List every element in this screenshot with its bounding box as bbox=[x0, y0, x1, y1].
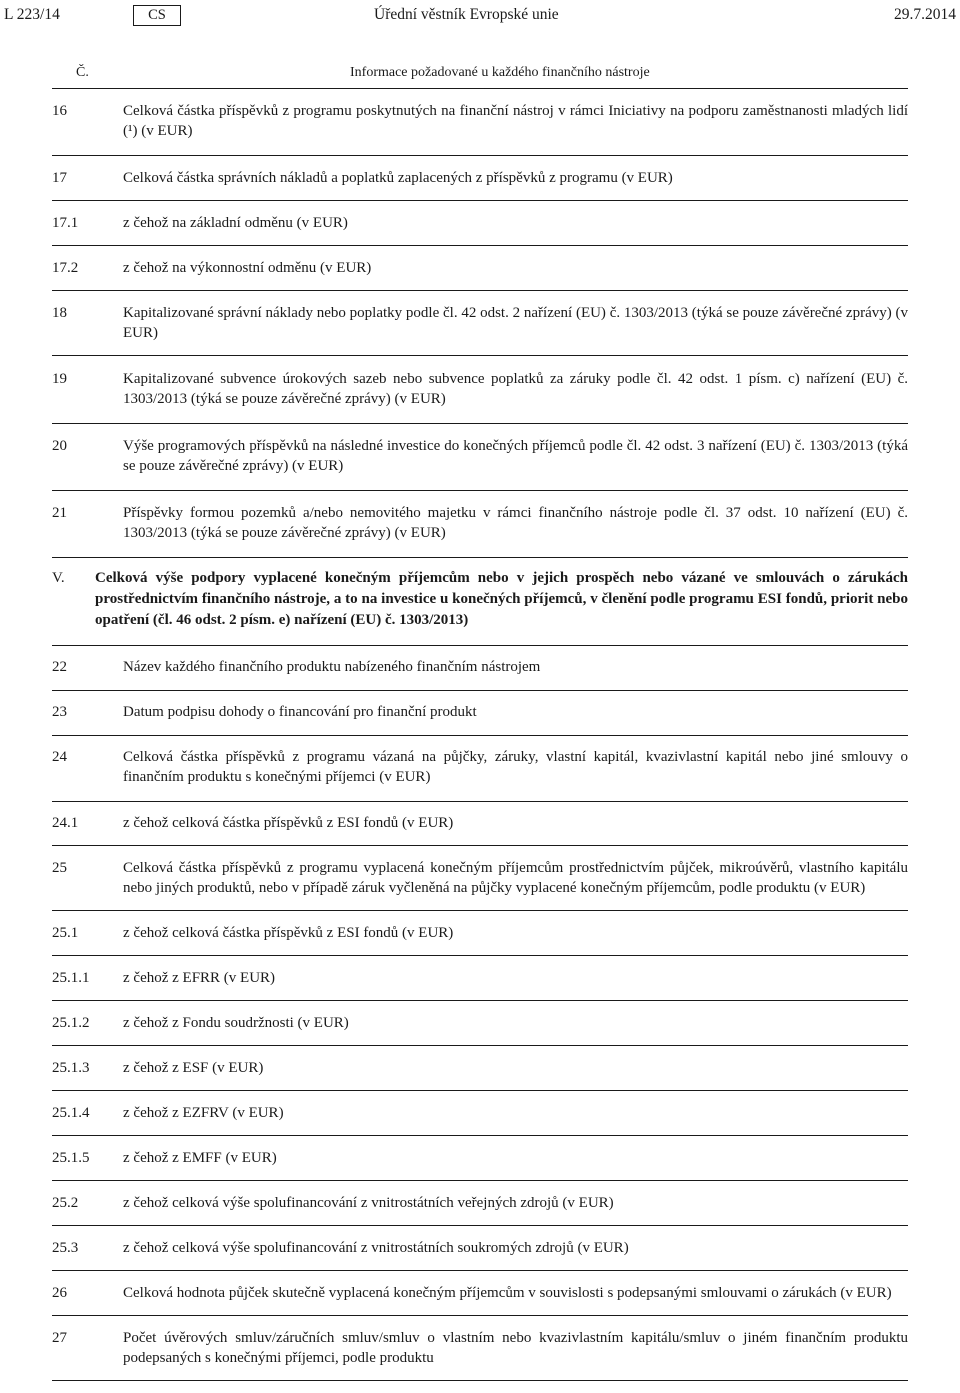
row-number: 25.1.5 bbox=[52, 1150, 90, 1166]
table-row bbox=[52, 1271, 908, 1316]
section-number: V. bbox=[52, 570, 65, 586]
table-row bbox=[52, 1091, 908, 1136]
journal-title: Úřední věstník Evropské unie bbox=[374, 6, 559, 23]
section-heading: Celková výše podpory vyplacené konečným příjemcům nebo v jejich prospěch nebo vázané ve smlouvách o zárukách prostřednictvím finančního nástroje, a to na investice u konečných příjemců, v členění podle programu ESI fondů, priorit nebo opatření (čl. 46 odst. 2 písm. e) nařízení (EU) č. 1303/2013) bbox=[95, 570, 908, 628]
row-description: Celková hodnota půjček skutečně vyplacená konečným příjemcům v souvislosti s podepsanými smlouvami o zárukách (v EUR) bbox=[123, 1285, 892, 1301]
row-description: z čehož na základní odměnu (v EUR) bbox=[123, 215, 348, 231]
table-row bbox=[52, 646, 908, 691]
table-row bbox=[52, 846, 908, 911]
row-number: 25.1.2 bbox=[52, 1015, 90, 1031]
table-row bbox=[52, 491, 908, 558]
row-description: Kapitalizované subvence úrokových sazeb nebo subvence poplatků za záruky podle čl. 42 odst. 1 písm. c) nařízení (EU) č. 1303/2013 (týká se pouze závěrečné zprávy) (v EUR) bbox=[123, 371, 908, 407]
row-number: 24.1 bbox=[52, 815, 79, 831]
row-description: Výše programových příspěvků na následné investice do konečných příjemců podle čl. 42 odst. 3 nařízení (EU) č. 1303/2013 (týká se pouze závěrečné zprávy) (v EUR) bbox=[123, 438, 908, 474]
row-description: z čehož na výkonnostní odměnu (v EUR) bbox=[123, 260, 372, 276]
row-number: 25.1.1 bbox=[52, 970, 90, 986]
row-number: 25.3 bbox=[52, 1240, 79, 1256]
row-number: 26 bbox=[52, 1285, 67, 1301]
row-description: z čehož celková výše spolufinancování z vnitrostátních veřejných zdrojů (v EUR) bbox=[123, 1195, 614, 1211]
row-number: 25.1.3 bbox=[52, 1060, 90, 1076]
table-header bbox=[52, 44, 908, 89]
table-row bbox=[52, 291, 908, 356]
row-number: 21 bbox=[52, 505, 67, 521]
table-row bbox=[52, 356, 908, 424]
number-column-header: Č. bbox=[76, 65, 89, 80]
row-number: 23 bbox=[52, 704, 67, 720]
table-row bbox=[52, 201, 908, 246]
row-description: z čehož celková výše spolufinancování z vnitrostátních soukromých zdrojů (v EUR) bbox=[123, 1240, 629, 1256]
table-row bbox=[52, 424, 908, 491]
table-row bbox=[52, 956, 908, 1001]
row-number: 25.2 bbox=[52, 1195, 79, 1211]
row-number: 25.1.4 bbox=[52, 1105, 90, 1121]
row-number: 25 bbox=[52, 860, 67, 876]
row-description: Datum podpisu dohody o financování pro finanční produkt bbox=[123, 704, 477, 720]
row-number: 27 bbox=[52, 1330, 67, 1346]
row-number: 20 bbox=[52, 438, 67, 454]
row-description: Příspěvky formou pozemků a/nebo nemovitého majetku v rámci finančního nástroje podle čl. 37 odst. 10 nařízení (EU) č. 1303/2013 (týká se pouze závěrečné zprávy) (v EUR) bbox=[123, 505, 908, 541]
row-number: 24 bbox=[52, 749, 67, 765]
row-description: z čehož z ESF (v EUR) bbox=[123, 1060, 264, 1076]
row-description: z čehož z EFRR (v EUR) bbox=[123, 970, 276, 986]
row-description: Název každého finančního produktu nabízeného finančním nástrojem bbox=[123, 659, 541, 675]
rows-part-2 bbox=[0, 646, 960, 1381]
row-number: 19 bbox=[52, 371, 67, 387]
row-description: Celková částka správních nákladů a poplatků zaplacených z příspěvků z programu (v EUR) bbox=[123, 170, 673, 186]
table-row bbox=[52, 736, 908, 802]
row-description: z čehož celková částka příspěvků z ESI fondů (v EUR) bbox=[123, 815, 454, 831]
row-description: z čehož z EZFRV (v EUR) bbox=[123, 1105, 284, 1121]
language-code-box: CS bbox=[133, 5, 181, 26]
row-number: 17.1 bbox=[52, 215, 79, 231]
table-row bbox=[52, 1136, 908, 1181]
table-row bbox=[52, 1046, 908, 1091]
table-row bbox=[52, 1316, 908, 1381]
row-description: z čehož celková částka příspěvků z ESI fondů (v EUR) bbox=[123, 925, 454, 941]
row-number: 18 bbox=[52, 305, 67, 321]
info-column-header: Informace požadované u každého finančního nástroje bbox=[350, 65, 650, 80]
row-description: Celková částka příspěvků z programu vyplacená konečným příjemcům prostřednictvím půjček, mikroúvěrů, vlastního kapitálu nebo jiných produktů, nebo v případě záruk vyčleněná na půjčky vyplacené konečným příjemcům, podle produktu (v EUR) bbox=[123, 860, 908, 896]
row-description: Celková částka příspěvků z programu vázaná na půjčky, záruky, vlastní kapitál, kvazivlastní kapitál nebo jiné smlouvy o finančním produktu s konečnými příjemci (v EUR) bbox=[123, 749, 908, 785]
table-row bbox=[52, 1181, 908, 1226]
row-number: 22 bbox=[52, 659, 67, 675]
publication-date: 29.7.2014 bbox=[894, 6, 956, 23]
row-number: 16 bbox=[52, 103, 67, 119]
table-row bbox=[52, 1001, 908, 1046]
section-v bbox=[52, 558, 908, 646]
document-table bbox=[0, 44, 960, 1381]
row-number: 17.2 bbox=[52, 260, 79, 276]
table-row bbox=[52, 911, 908, 956]
table-row bbox=[52, 246, 908, 291]
row-description: Počet úvěrových smluv/záručních smluv/smluv o vlastním nebo kvazivlastním kapitálu/smluv o jiném finančním produktu podepsaných s konečnými příjemci, podle produktu bbox=[123, 1330, 908, 1366]
table-row bbox=[52, 691, 908, 736]
row-number: 25.1 bbox=[52, 925, 79, 941]
page-reference: L 223/14 bbox=[4, 6, 60, 23]
row-number: 17 bbox=[52, 170, 67, 186]
rows-part-1 bbox=[0, 89, 960, 558]
row-description: z čehož z Fondu soudržnosti (v EUR) bbox=[123, 1015, 349, 1031]
table-row bbox=[52, 89, 908, 156]
row-description: Kapitalizované správní náklady nebo poplatky podle čl. 42 odst. 2 nařízení (EU) č. 1303/2013 (týká se pouze závěrečné zprávy) (v EUR) bbox=[123, 305, 908, 341]
table-row bbox=[52, 156, 908, 201]
row-description: z čehož z EMFF (v EUR) bbox=[123, 1150, 277, 1166]
table-row bbox=[52, 802, 908, 846]
page-header bbox=[0, 6, 960, 28]
row-description: Celková částka příspěvků z programu poskytnutých na finanční nástroj v rámci Iniciativy na podporu zaměstnanosti mladých lidí (¹) (v EUR) bbox=[123, 103, 908, 139]
table-row bbox=[52, 1226, 908, 1271]
